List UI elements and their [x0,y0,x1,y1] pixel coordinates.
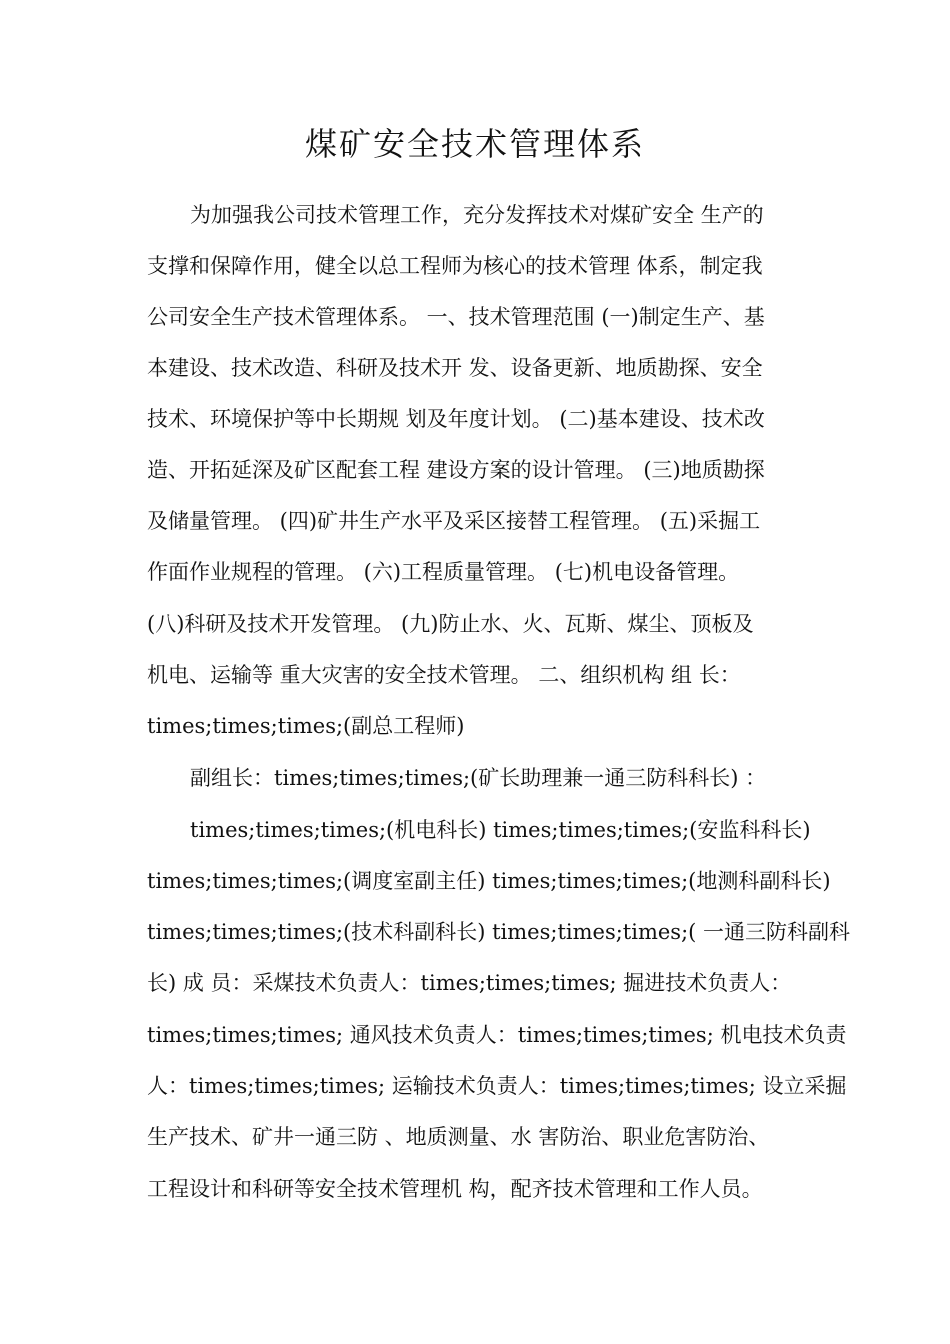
body-line-20: 工程设计和科研等安全技术管理机 构，配齐技术管理和工作人员。 [147,1177,763,1201]
body-line-13: times;times;times;(机电科长) times;times;times;(安监科科长) [190,818,811,842]
body-line-10: 机电、运输等 重大灾害的安全技术管理。 二、组织机构 组 长： [147,663,741,687]
body-line-19: 生产技术、矿井一通三防 、地质测量、水 害防治、职业危害防治、 [147,1125,770,1149]
body-line-6: 造、开拓延深及矿区配套工程 建设方案的设计管理。 (三)地质勘探 [147,458,765,482]
document-title: 煤矿安全技术管理体系 [304,125,645,163]
body-line-16: 长) 成 员：采煤技术负责人：times;times;times; 掘进技术负责人： [147,971,792,995]
body-line-2: 支撑和保障作用，健全以总工程师为核心的技术管理 体系，制定我 [147,254,763,278]
body-line-7: 及储量管理。 (四)矿井生产水平及采区接替工程管理。 (五)采掘工 [147,509,761,533]
body-line-9: (八)科研及技术开发管理。 (九)防止水、火、瓦斯、煤尘、顶板及 [147,612,754,636]
body-line-8: 作面作业规程的管理。 (六)工程质量管理。 (七)机电设备管理。 [147,560,740,584]
body-line-12: 副组长：times;times;times;(矿长助理兼一通三防科科长) ： [190,766,767,790]
body-line-11: times;times;times;(副总工程师) [147,714,465,738]
body-line-3: 公司安全生产技术管理体系。 一、技术管理范围 (一)制定生产、基 [147,305,765,329]
body-line-17: times;times;times; 通风技术负责人：times;times;times; 机电技术负责 [147,1023,847,1047]
body-line-4: 本建设、技术改造、科研及技术开 发、设备更新、地质勘探、安全 [147,356,763,380]
body-line-15: times;times;times;(技术科副科长) times;times;times;( 一通三防科副科 [147,920,851,944]
body-line-1: 为加强我公司技术管理工作，充分发挥技术对煤矿安全 生产的 [190,203,764,227]
body-line-14: times;times;times;(调度室副主任) times;times;times;(地测科副科长) [147,869,831,893]
body-line-5: 技术、环境保护等中长期规 划及年度计划。 (二)基本建设、技术改 [147,407,765,431]
body-line-18: 人：times;times;times; 运输技术负责人：times;times;times; 设立采掘 [147,1074,847,1098]
